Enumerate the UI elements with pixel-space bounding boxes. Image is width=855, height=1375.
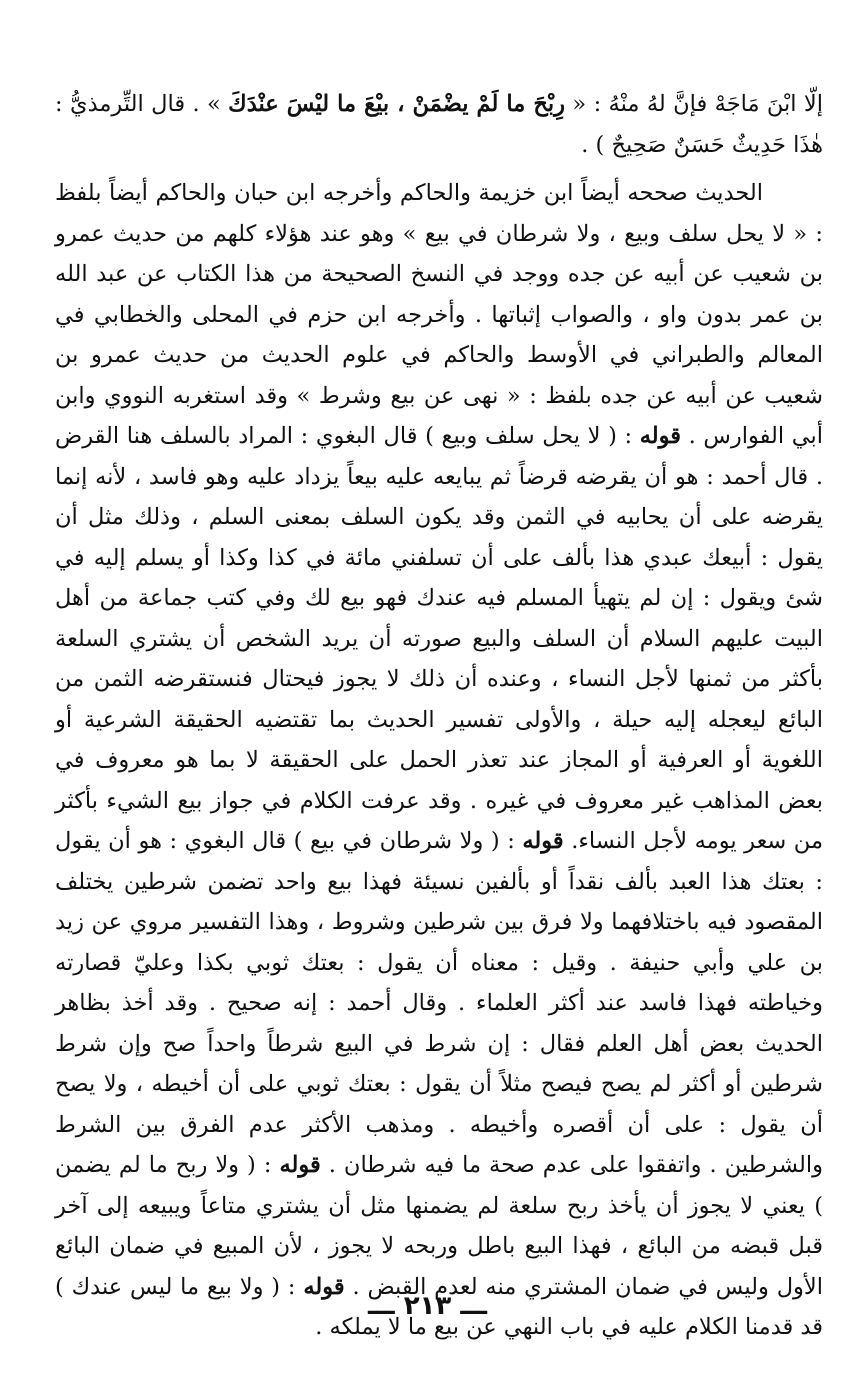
keyword-qawluhu-3: قوله xyxy=(279,1152,321,1178)
commentary-part-1: الحديث صححه أيضاً ابن خزيمة والحاكم وأخرجه ابن حبان والحاكم أيضاً بلفظ : « لا يحل سلف وبيع ، ولا شرطان في بيع » وهو عند هؤلاء كلهم من حديث عمرو بن شعيب عن أبيه عن جده ووجد في النسخ الصحيحة من هذا الكتاب عن عبد الله بن عمر بدون واو ، والصواب إثباتها . وأخرجه ابن حزم في المحلى والخطابي في المعالم والطبراني في الأوسط والحاكم في علوم الحديث من حديث عمرو بن شعيب عن أبيه عن جده بلفظ : « نهى عن بيع وشرط » وقد استغربه النووي وابن أبي الفوارس . xyxy=(55,180,823,449)
page-number: ـــ ٢١٣ ـــ xyxy=(367,1291,488,1321)
commentary-part-5: : ( ولا بيع ما ليس عندك ) قد قدمنا الكلام عليه في باب النهي عن بيع ما لا يملكه . xyxy=(55,1273,823,1340)
hadith-grading: » . قال التِّرمذيُّ : هٰذَا حَدِيثٌ حَسَنٌ صَحِيحٌ ) . xyxy=(55,91,823,158)
page-content xyxy=(55,84,823,1348)
keyword-qawluhu-4: قوله xyxy=(303,1273,345,1300)
commentary-part-4: : ( ولا ربح ما لم يضمن ) يعني لا يجوز أن يأخذ ربح سلعة لم يضمنها مثل أن يشتري متاعاً ويبيعه إلى آخر قبل قبضه من البائع ، فهذا البيع باطل وربحه لا يجوز ، لأن المبيع في ضمان البائع الأول وليس في ضمان المشتري منه لعدم القبض . xyxy=(55,1152,824,1300)
keyword-qawluhu-1: قوله xyxy=(639,423,682,449)
keyword-qawluhu-2: قوله xyxy=(522,828,564,854)
hadith-quote: رِبْحَ ما لَمْ يضْمَنْ ، بيْعَ ما ليْسَ عنْدَكَ xyxy=(228,91,566,117)
commentary-part-3: : ( ولا شرطان في بيع ) قال البغوي : هو أن يقول : بعتك هذا العبد بألف نقداً أو بألفين نسيئة فهذا بيع واحد تضمن شرطين يختلف المقصود فيه باختلافهما ولا فرق بين شرطين وشروط ، وهذا التفسير مروي عن زيد بن علي وأبي حنيفة . وقيل : معناه أن يقول : بعتك ثوبي بكذا وعليّ قصارته وخياطته فهذا فاسد عند أكثر العلماء . وقال أحمد : إنه صحيح . وقد أخذ بظاهر الحديث بعض أهل العلم فقال : إن شرط في البيع شرطاً واحداً صح وإن شرط شرطين أو أكثر لم يصح فيصح مثلاً أن يقول : بعتك ثوبي على أن أخيطه ، ولا يصح أن يقول : على أن أقصره وأخيطه . ومذهب الأكثر عدم الفرق بين الشرط والشرطين . واتفقوا على عدم صحة ما فيه شرطان . xyxy=(55,828,824,1178)
commentary-part-2: : ( لا يحل سلف وبيع ) قال البغوي : المراد بالسلف هنا القرض . قال أحمد : هو أن يقرضه قرضاً ثم يبايعه عليه بيعاً يزداد عليه وهو فاسد ، لأنه إنما يقرضه على أن يحابيه في الثمن وقد يكون السلف بمعنى السلم ، وذلك مثل أن يقول : أبيعك عبدي هذا بألف على أن تسلفني مائة في كذا وكذا أو يسلم إليه في شئ ويقول : إن لم يتهيأ المسلم فيه عندك فهو بيع لك وفي كتب جماعة من أهل البيت عليهم السلام أن السلف والبيع صورته أن يريد الشخص أن يشتري السلعة بأكثر من ثمنها لأجل النساء ، وعنده أن ذلك لا يجوز فيحتال فنستقرضه الثمن من البائع ليعجله إليه حيلة ، والأولى تفسير الحديث بما تقتضيه الحقيقة الشرعية أو اللغوية أو العرفية أو المجاز عند تعذر الحمل على الحقيقة لا بما هو معروف في بعض المذاهب غير معروف في غيره . وقد عرفت الكلام في جواز بيع الشيء بأكثر من سعر يومه لأجل النساء. xyxy=(55,423,823,854)
hadith-text xyxy=(55,84,823,165)
commentary-text xyxy=(55,173,823,1348)
hadith-intro: إلّا ابْنَ مَاجَهْ فإنَّ لهُ منْهُ : « xyxy=(565,91,823,117)
